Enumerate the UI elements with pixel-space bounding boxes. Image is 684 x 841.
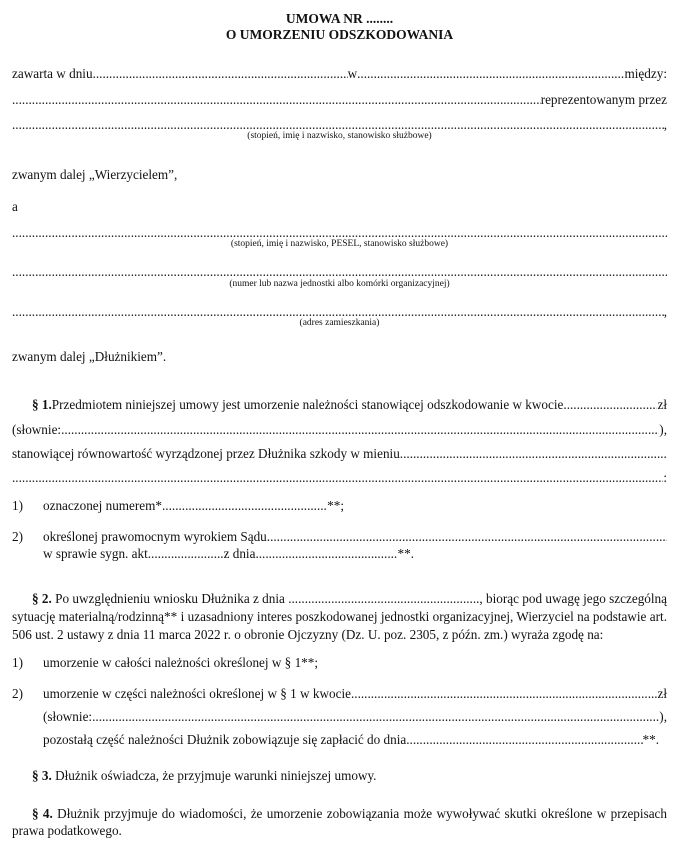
s1-property-blank [400,446,667,462]
and-text: a [12,199,18,214]
s2-currency: zł [657,686,667,701]
s1-words-blank [61,422,659,438]
s1-item2-case-line [43,546,414,562]
s1-item2-text: określonej prawomocnym wyrokiem Sądu [43,529,267,544]
caption-debtor-person: (stopień, imię i nazwisko, PESEL, stanowisko służbowe) [230,239,449,249]
s1-words-line [12,422,667,438]
caption-address: (adres zamieszkania) [299,318,380,328]
s1-item1-text: oznaczonej numerem* [43,498,162,513]
s1-case-blank: ....................... [147,546,224,561]
s1-item2-case: w sprawie sygn. akt [43,546,148,561]
s2-amount-blank [351,686,658,702]
concluded-on-text: zawarta w dniu [12,66,93,81]
s3-text: Dłużnik oświadcza, że przyjmuje warunki niniejszej umowy. [51,768,377,783]
s4-text: Dłużnik przyjmuje do wiadomości, że umorzenie zobowiązania może wywoływać skutki określone w przepisach prawa podatkowego. [12,806,667,838]
s1-mark: § 1. [32,397,52,412]
document-title-line1: UMOWA NR ........ [285,11,394,26]
s2-words-blank [92,709,659,725]
s1-property-line2: ..... : [12,470,667,486]
s3-mark: § 3. [32,768,52,783]
s1-amount-blank [563,397,657,413]
s2-remaining-end: **. [642,732,659,747]
s1-equivalent-line [12,446,667,462]
s1-equivalent: stanowiącej równowartość wyrządzonej przez Dłużnika szkody w mieniu [12,446,400,461]
caption-representative: (stopień, imię i nazwisko, stanowisko służbowe) [247,131,432,141]
s2-in-words-end: ), [659,709,667,724]
s1-item2-line [43,529,667,545]
representative-line: ..... , [12,117,667,133]
caption-unit: (numer lub nazwa jednostki albo komórki organizacyjnej) [229,279,450,289]
debtor-called-text: zwanym dalej „Dłużnikiem”. [12,349,167,364]
s1-item1-blank [162,498,327,514]
s1-court-blank [267,529,667,545]
s2-text2: , biorąc pod uwagę jego szczególną sytuację materialną/rodzinną** i uzasadniony interes poszkodowanej jednostki organizacyjnej, Wierzyciel na podstawie art. 506 ust. 2 ustawy z dnia 11 marca 2022 r. o obronie Ojczyzny (Dz. U. poz. 2305, z późn. zm.) wyraża zgodę na: [12,591,668,642]
s1-item2-date: z dnia [223,546,256,561]
s2-words-line [43,709,667,725]
concluded-line [12,66,667,82]
s1-item1-num: 1) [12,498,23,513]
s1-line1 [32,397,667,413]
s1-item1-line [43,498,344,514]
in-text: w [347,66,358,81]
s1-in-words-end: ), [659,422,667,437]
represented-by-text: reprezentowanym przez [540,92,667,107]
s2-item2-num: 2) [12,686,23,701]
s2-remaining: pozostałą część należności Dłużnik zobowiązuje się zapłacić do dnia [43,732,407,747]
s2-item2-line [43,686,667,702]
s2-item2-text: umorzenie w części należności określonej w § 1 w kwocie [43,686,351,701]
s1-item2-num: 2) [12,529,23,544]
s2-item1-text: umorzenie w całości należności określonej w § 1**; [43,655,319,670]
s2-date-blank: .......................................................... [288,591,480,606]
document-title-line2: O UMORZENIU ODSZKODOWANIA [225,27,454,42]
s1-text: Przedmiotem niniejszej umowy jest umorzenie należności stanowiącej odszkodowanie w kwocie [51,397,564,412]
date-blank [93,66,348,82]
address-line: ..... , [12,304,667,320]
s4-mark: § 4. [32,806,53,821]
creditor-unit-blank [12,92,541,108]
s1-property-blank2 [12,470,663,486]
s1-item2-end: **. [397,546,414,561]
s2-remaining-line [43,732,659,748]
s2-text1: Po uwzględnieniu wniosku Dłużnika z dnia [51,591,289,606]
place-blank [357,66,624,82]
s2-mark: § 2. [32,591,52,606]
s1-currency: zł [657,397,667,412]
s2-remaining-blank [406,732,642,748]
creditor-called-text: zwanym dalej „Wierzycielem”, [12,167,178,182]
s1-in-words: (słownie: [12,422,62,437]
between-text: między: [624,66,667,81]
party-line [12,92,667,108]
s4-paragraph [12,805,667,839]
s1-date-blank [255,546,397,562]
s2-item1-num: 1) [12,655,23,670]
s1-item1-end: **; [327,498,344,513]
s2-paragraph [12,590,667,644]
s3-line [32,768,667,784]
s2-in-words: (słownie: [43,709,93,724]
